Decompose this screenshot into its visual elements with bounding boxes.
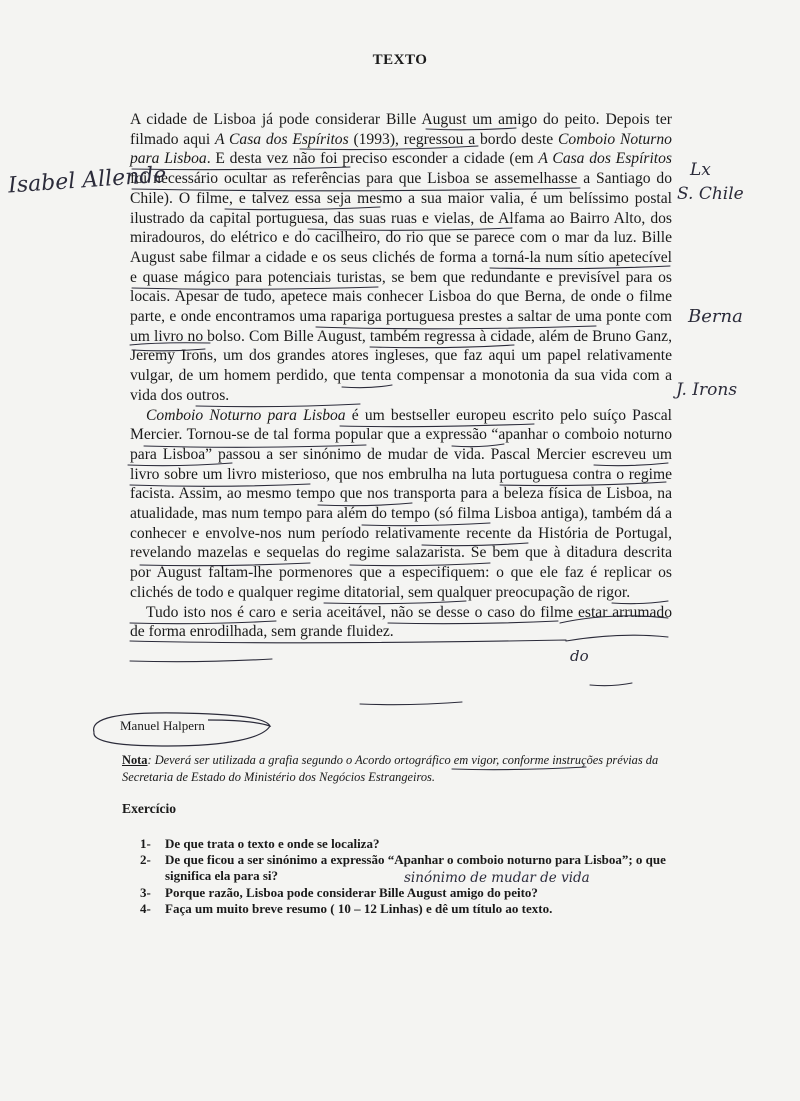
- page-title: TEXTO: [372, 52, 428, 68]
- handwritten-note-berna: Berna: [688, 306, 743, 327]
- question-text: De que ficou a ser sinónimo a expressão “Apanhar o comboio noturno para Lisboa”; o que significa ela para si?: [165, 852, 666, 884]
- underline-mark: [144, 445, 366, 447]
- underline-mark: [132, 167, 350, 170]
- underline-mark: [316, 326, 596, 329]
- question-text: Porque razão, Lisboa pode considerar Bille August amigo do peito?: [165, 884, 538, 900]
- question-number: 3-: [140, 884, 151, 900]
- underline-mark: [340, 424, 534, 427]
- underline-mark: [422, 543, 528, 546]
- underline-mark: [196, 404, 360, 407]
- p2-text: é um bestseller europeu escrito pelo suíço Pascal Mercier. Tornou-se de tal forma popular que a expressão “apanhar o comboio noturno para Lisboa” passou a ser sinónimo de mudar de vida. Pascal Mercier escreveu um livro sobre um livro misterioso, que nos embrulha na luta portuguesa contra o regime facista. Assim, ao mesmo tempo que nos transporta para a beleza física de Lisboa, na atualidade, mas num tempo para além do tempo (só filma Lisboa antiga), também dá a conhecer e envolve-nos num período relativamente recente da História de Portugal, revelando mazelas e sequelas do regime salazarista. Se bem que à ditadura descrita por August faltam-lhe pormenores que a especifiquem: o que ele faz é replicar os clichés de todo e qualquer regime ditatorial, sem qualquer preocupação de rigor.: [130, 406, 673, 601]
- underline-mark: [140, 563, 490, 566]
- underline-mark: [452, 444, 504, 447]
- underline-mark: [300, 146, 478, 150]
- film-title: Comboio Noturno para Lisboa: [130, 130, 672, 168]
- underline-mark: [388, 616, 668, 624]
- underline-mark: [130, 484, 310, 486]
- p1-text-d: foi necessário ocultar as referências para que Lisboa se assemelhasse a Santiago do Chile). O filme, e talvez essa seja mesmo a sua maior valia, é um belíssimo postal ilustrado da capital portuguesa, das suas ruas e vielas, de Alfama ao Bairro Alto, dos miradouros, do elétrico e do cacilheiro, do rio que se parece com o mar da luz. Bille August sabe filmar a cidade e os seus clichés de forma a torná-la num sítio apetecível e quase mágico para potenciais turistas, se bem que redundante e previsível para os locais. Apesar de tudo, apetece mais conhecer Lisboa do que Berna, de onde o filme parte, e onde encontramos uma rapariga portuguesa prestes a saltar de uma ponte com um livro no bolso. Com Bille August, também regressa à cidade, além de Bruno Ganz, Jeremy Irons, um dos grandes atores ingleses, que faz aqui um papel relativamente vulgar, de um homem perdido, que tenta compensar a monotonia da sua vida com a vida dos outros.: [130, 170, 672, 404]
- question-text: De que trata o texto e onde se localiza?: [165, 836, 380, 851]
- underline-mark: [590, 683, 632, 686]
- p3-text: Tudo isto nos é caro e seria aceitável, não se desse o caso do filme estar arrumado de forma enrodilhada, sem grande fluidez.: [130, 603, 672, 641]
- underline-mark: [500, 482, 666, 486]
- film-title: A Casa dos Espíritos: [214, 130, 349, 148]
- underline-mark: [225, 207, 380, 210]
- film-title: A Casa dos Espíritos: [538, 150, 673, 168]
- underline-mark: [128, 463, 232, 466]
- question-number: 1-: [140, 836, 151, 851]
- handwritten-note-lx: Lx: [690, 160, 711, 180]
- exercise-heading: Exercício: [122, 801, 177, 816]
- underline-mark: [452, 767, 586, 770]
- underline-mark: [130, 635, 668, 643]
- question-text: Faça um muito breve resumo ( 10 – 12 Linhas) e dê um título ao texto.: [165, 900, 553, 916]
- handwritten-note-irons: J. Irons: [676, 380, 738, 400]
- handwritten-answer: sinónimo de mudar de vida: [404, 870, 590, 886]
- p1-text-c: . E desta vez não foi preciso esconder a cidade (em: [206, 150, 539, 168]
- underline-mark: [318, 503, 412, 506]
- underline-mark: [132, 188, 580, 191]
- underline-mark: [324, 601, 466, 604]
- underline-mark: [342, 385, 392, 388]
- note-label: Nota: [122, 753, 148, 767]
- author-name: Manuel Halpern: [120, 718, 205, 733]
- underline-mark: [426, 128, 516, 130]
- question-number: 4-: [140, 900, 151, 916]
- underline-mark: [130, 343, 210, 351]
- underline-mark: [612, 601, 668, 604]
- book-title: Comboio Noturno para Lisboa: [146, 406, 346, 424]
- note-text: : Deverá ser utilizada a grafia segundo o Acordo ortográfico em vigor, conforme instruções prévias da Secretaria de Estado do Ministério dos Negócios Estrangeiros.: [122, 753, 659, 784]
- question-number: 2-: [140, 852, 151, 868]
- underline-mark: [490, 266, 670, 269]
- underline-mark: [370, 345, 514, 348]
- handwritten-note-allende: Isabel Allende: [7, 162, 168, 199]
- p1-text-b: (1993), regressou a bordo deste: [348, 130, 558, 148]
- p1-text-a: A cidade de Lisboa já pode considerar Bille August um amigo do peito. Depois ter filmado aqui: [130, 111, 672, 148]
- underline-mark: [132, 287, 378, 289]
- underline-mark: [130, 621, 276, 624]
- handwritten-note-do: do: [570, 647, 589, 665]
- underline-mark: [130, 659, 272, 662]
- underline-mark: [360, 702, 462, 705]
- underline-mark: [594, 463, 668, 466]
- underline-mark: [362, 523, 490, 526]
- handwritten-note-chile: S. Chile: [677, 184, 744, 204]
- underline-mark: [308, 228, 512, 230]
